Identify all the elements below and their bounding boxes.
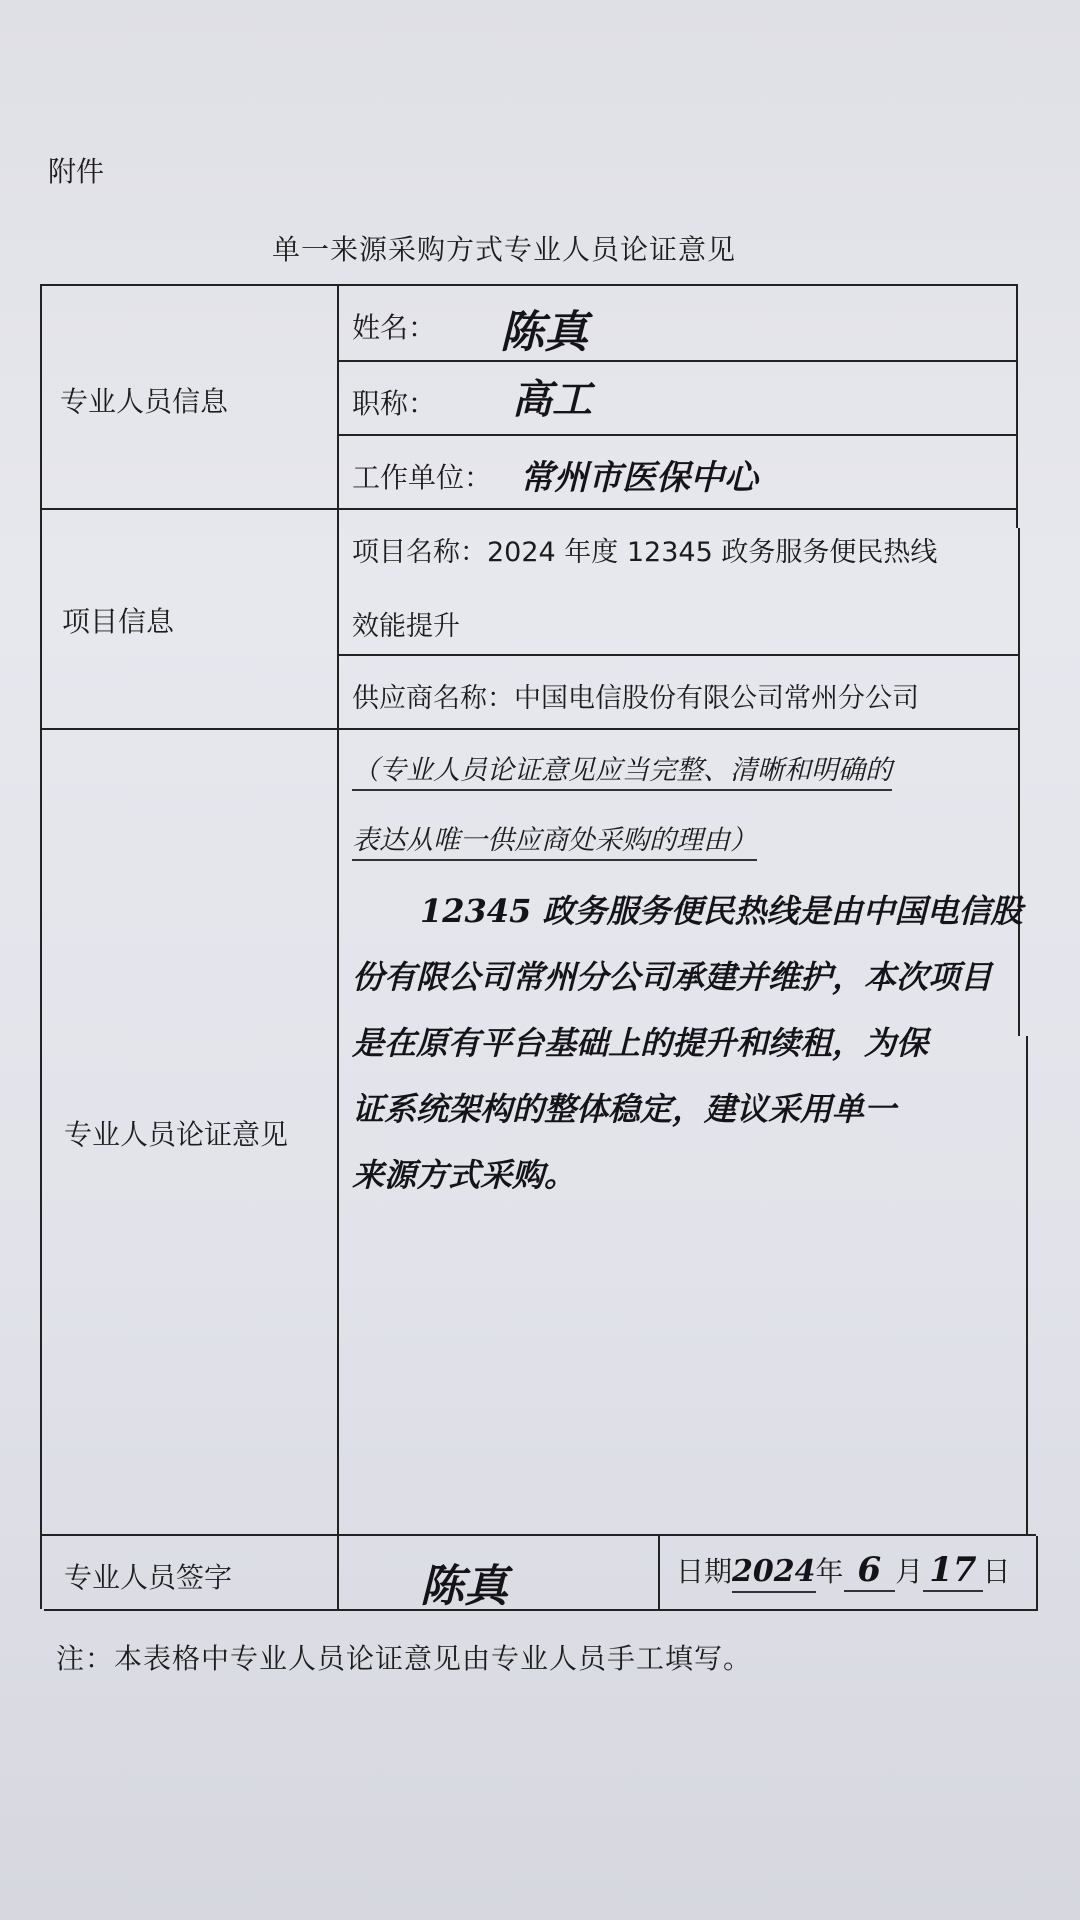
signature-label: 专业人员签字 bbox=[64, 1561, 233, 1594]
opinion-line: 是在原有平台基础上的提升和续租，为保 bbox=[352, 1024, 929, 1062]
name-value: 陈真 bbox=[500, 307, 588, 358]
project-name-row bbox=[352, 530, 937, 569]
footnote: 注：本表格中专业人员论证意见由专业人员手工填写。 bbox=[56, 1642, 753, 1675]
professional-info-section-label: 专业人员信息 bbox=[60, 385, 229, 418]
employer-value: 常州市医保中心 bbox=[520, 458, 758, 498]
date-field bbox=[676, 1550, 1011, 1590]
date-year: 2024 bbox=[732, 1554, 816, 1593]
opinion-section-label: 专业人员论证意见 bbox=[64, 1118, 289, 1151]
document-title: 单一来源采购方式专业人员论证意见 bbox=[272, 233, 737, 266]
opinion-line: 12345 政务服务便民热线是由中国电信股 bbox=[420, 892, 1023, 930]
date-label: 日期 bbox=[676, 1555, 733, 1588]
project-name-label: 项目名称： bbox=[352, 537, 487, 568]
attachment-label: 附件 bbox=[48, 155, 105, 188]
date-day: 17 bbox=[923, 1550, 982, 1592]
supplier-value: 中国电信股份有限公司常州分公司 bbox=[514, 683, 919, 714]
signature-value: 陈真 bbox=[420, 1561, 508, 1612]
project-info-section-label: 项目信息 bbox=[62, 605, 175, 638]
title-label: 职称： bbox=[352, 387, 437, 420]
name-label: 姓名： bbox=[352, 311, 437, 344]
date-month: 6 bbox=[844, 1550, 896, 1592]
title-value: 高工 bbox=[512, 376, 592, 423]
opinion-instruction-line1: （专业人员论证意见应当完整、清晰和明确的 bbox=[352, 748, 892, 791]
opinion-line: 份有限公司常州分公司承建并维护，本次项目 bbox=[352, 958, 993, 996]
project-name-line2: 效能提升 bbox=[352, 611, 460, 642]
date-month-suffix: 月 bbox=[895, 1555, 924, 1588]
opinion-line: 证系统架构的整体稳定，建议采用单一 bbox=[352, 1090, 897, 1128]
opinion-instruction-line2: 表达从唯一供应商处采购的理由） bbox=[352, 818, 757, 861]
opinion-line: 来源方式采购。 bbox=[352, 1156, 577, 1194]
employer-label: 工作单位： bbox=[352, 461, 493, 494]
supplier-row bbox=[352, 676, 919, 715]
project-name-line1: 2024 年度 12345 政务服务便民热线 bbox=[487, 537, 938, 568]
date-year-suffix: 年 bbox=[815, 1555, 844, 1588]
opinion-handwritten-text bbox=[352, 878, 1023, 1208]
date-day-suffix: 日 bbox=[982, 1555, 1011, 1588]
supplier-label: 供应商名称： bbox=[352, 683, 514, 714]
